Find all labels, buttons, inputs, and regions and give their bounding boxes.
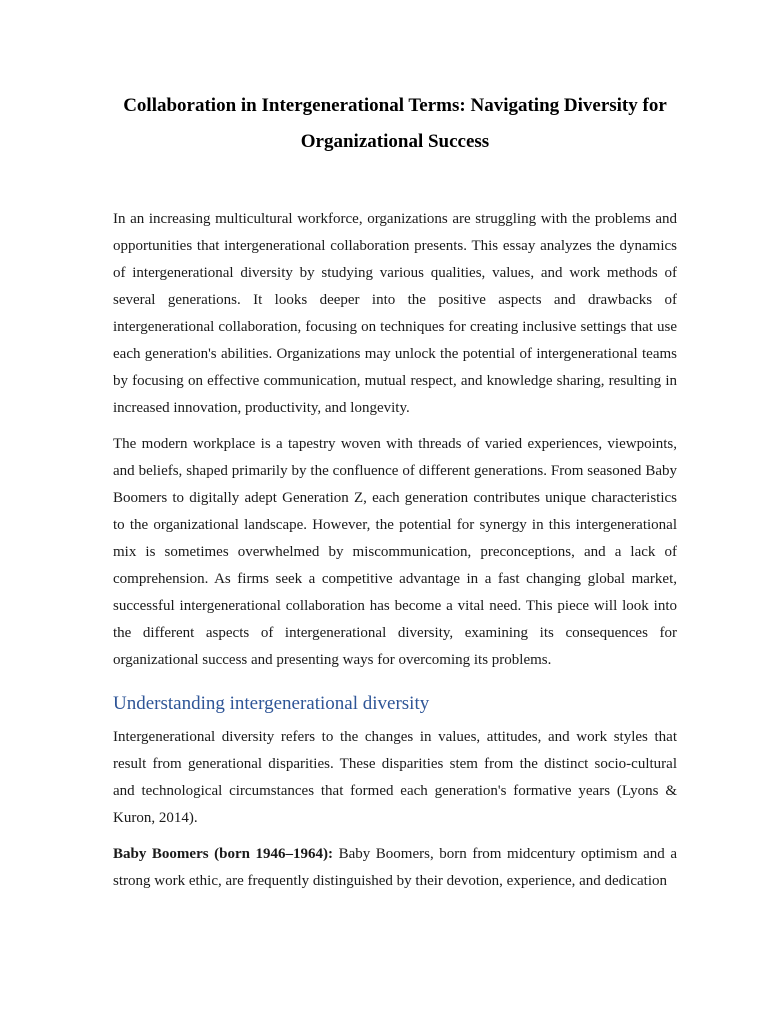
document-title: Collaboration in Intergenerational Terms: Navigating Diversity for Organizational Success bbox=[123, 95, 667, 152]
abstract-paragraph: In an increasing multicultural workforce, organizations are struggling with the problems and opportunities that intergenerational collaboration presents. This essay analyzes the dynamics of intergenerational diversity by studying various qualities, values, and work methods of several generations. It looks deeper into the positive aspects and drawbacks of intergenerational collaboration, focusing on techniques for creating inclusive settings that use each generation's abilities. Organizations may unlock the potential of intergenerational teams by focusing on effective communication, mutual respect, and knowledge sharing, resulting in increased innovation, productivity, and longevity. bbox=[113, 211, 677, 416]
baby-boomers-text: Baby Boomers, born from midcentury optimism and a strong work ethic, are frequently distinguished by their devotion, experience, and dedication bbox=[113, 846, 678, 889]
section-heading: Understanding intergenerational diversity bbox=[113, 693, 430, 714]
baby-boomers-lead: Baby Boomers (born 1946–1964): bbox=[113, 846, 334, 862]
section-paragraph: Intergenerational diversity refers to the changes in values, attitudes, and work styles that result from generational disparities. These disparities stem from the distinct socio-cultural and technological circumstances that formed each generation's formative years (Lyons & Kuron, 2014). bbox=[113, 729, 677, 826]
baby-boomers-paragraph bbox=[113, 841, 677, 895]
introduction-paragraph: The modern workplace is a tapestry woven with threads of varied experiences, viewpoints, and beliefs, shaped primarily by the confluence of different generations. From seasoned Baby Boomers to digitally adept Generation Z, each generation contributes unique characteristics to the organizational landscape. However, the potential for synergy in this intergenerational mix is sometimes overwhelmed by miscommunication, preconceptions, and a lack of comprehension. As firms seek a competitive advantage in a fast changing global market, successful intergenerational collaboration has become a vital need. This piece will look into the different aspects of intergenerational diversity, examining its consequences for organizational success and presenting ways for overcoming its problems. bbox=[113, 436, 677, 668]
